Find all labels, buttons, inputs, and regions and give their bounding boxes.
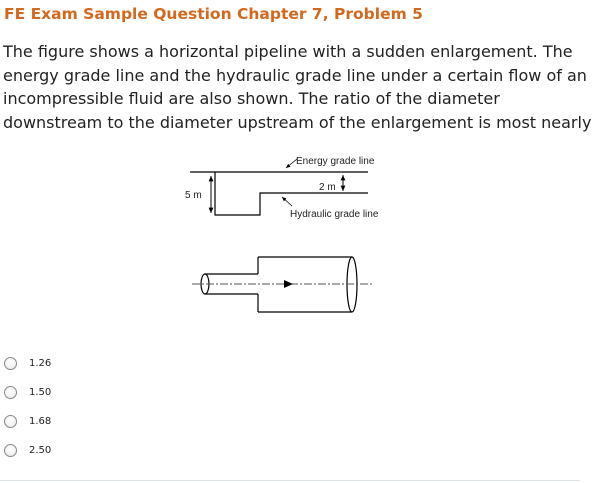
page-title: FE Exam Sample Question Chapter 7, Problem 5	[4, 5, 423, 23]
pipe-drawing	[201, 257, 357, 312]
divider	[0, 480, 580, 481]
flow-direction-arrow	[284, 280, 293, 288]
answer-option[interactable]	[4, 383, 51, 401]
answer-option-label: 2.50	[29, 444, 52, 456]
radio-button[interactable]	[4, 415, 17, 428]
question-text: The figure shows a horizontal pipeline with a sudden enlargement. The energy grade line and the hydraulic grade line under a certain flow of an incompressible fluid are also shown. The ratio of the diameter downstream to the diameter upstream of the enlargement is most nearly	[3, 42, 592, 132]
radio-button[interactable]	[4, 444, 17, 457]
answer-option[interactable]	[4, 441, 51, 459]
downstream-pipe-end	[347, 257, 357, 312]
dimension-5m-label: 5 m	[185, 190, 202, 201]
hgl-label: Hydraulic grade line	[290, 209, 379, 220]
answer-option[interactable]	[4, 412, 51, 430]
egl-label: Energy grade line	[296, 156, 375, 167]
radio-button[interactable]	[4, 386, 17, 399]
hgl-leader	[282, 197, 292, 206]
answer-option-label: 1.50	[29, 386, 52, 398]
answer-option[interactable]	[4, 354, 51, 372]
answer-option-label: 1.26	[29, 357, 52, 369]
dimension-2m-label: 2 m	[319, 182, 336, 193]
answer-option-label: 1.68	[29, 415, 52, 427]
radio-button[interactable]	[4, 357, 17, 370]
